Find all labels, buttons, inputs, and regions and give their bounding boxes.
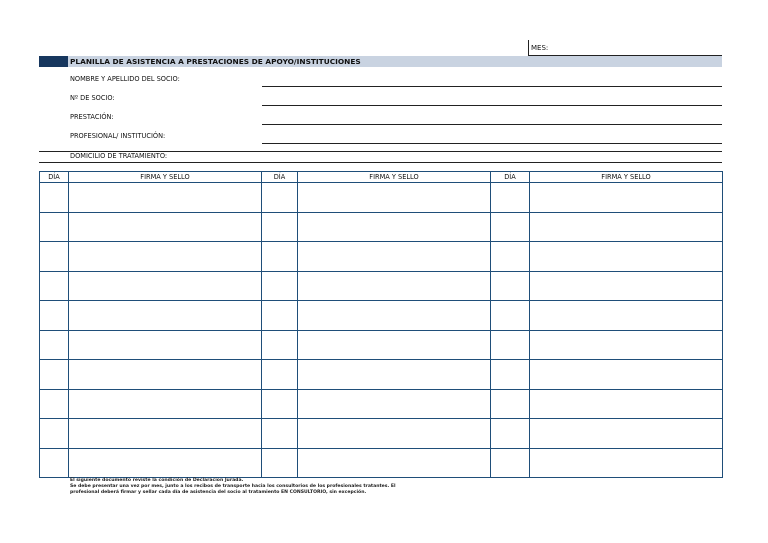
table-row <box>40 389 723 419</box>
dia-cell[interactable] <box>491 360 530 390</box>
firma-sello-cell[interactable] <box>69 242 262 272</box>
firma-sello-cell[interactable] <box>530 301 723 331</box>
firma-sello-cell[interactable] <box>298 419 491 449</box>
table-row <box>40 183 723 213</box>
form-title: PLANILLA DE ASISTENCIA A PRESTACIONES DE APOYO/INSTITUCIONES <box>70 57 361 66</box>
dia-cell[interactable] <box>40 212 69 242</box>
firma-sello-cell[interactable] <box>530 389 723 419</box>
table-row <box>40 448 723 478</box>
table-row <box>40 419 723 449</box>
field-line-profesional[interactable] <box>262 143 722 144</box>
dia-cell[interactable] <box>40 389 69 419</box>
dia-cell[interactable] <box>40 419 69 449</box>
firma-sello-cell[interactable] <box>298 183 491 213</box>
firma-sello-cell[interactable] <box>69 419 262 449</box>
firma-sello-cell[interactable] <box>530 183 723 213</box>
firma-sello-cell[interactable] <box>298 242 491 272</box>
table-row <box>40 360 723 390</box>
firma-sello-cell[interactable] <box>298 301 491 331</box>
field-line-nombre[interactable] <box>262 86 722 87</box>
table-body <box>40 183 723 478</box>
table-row <box>40 330 723 360</box>
firma-sello-cell[interactable] <box>530 419 723 449</box>
firma-sello-cell[interactable] <box>298 212 491 242</box>
dia-cell[interactable] <box>491 419 530 449</box>
column-header-firma: FIRMA Y SELLO <box>530 172 723 183</box>
dia-cell[interactable] <box>262 271 298 301</box>
footnote <box>70 478 490 496</box>
column-header-dia: DÍA <box>491 172 530 183</box>
firma-sello-cell[interactable] <box>69 360 262 390</box>
field-label-nombre: NOMBRE Y APELLIDO DEL SOCIO: <box>70 75 180 83</box>
dia-cell[interactable] <box>491 301 530 331</box>
firma-sello-cell[interactable] <box>69 330 262 360</box>
firma-sello-cell[interactable] <box>530 330 723 360</box>
table-row <box>40 242 723 272</box>
table-header-row <box>40 172 723 183</box>
dia-cell[interactable] <box>40 330 69 360</box>
dia-cell[interactable] <box>491 389 530 419</box>
dia-cell[interactable] <box>40 360 69 390</box>
firma-sello-cell[interactable] <box>298 271 491 301</box>
field-label-prestacion: PRESTACIÓN: <box>70 113 114 121</box>
dia-cell[interactable] <box>262 360 298 390</box>
dia-cell[interactable] <box>40 242 69 272</box>
firma-sello-cell[interactable] <box>69 271 262 301</box>
dia-cell[interactable] <box>262 389 298 419</box>
dia-cell[interactable] <box>491 242 530 272</box>
dia-cell[interactable] <box>262 183 298 213</box>
firma-sello-cell[interactable] <box>69 183 262 213</box>
dia-cell[interactable] <box>40 448 69 478</box>
table-row <box>40 271 723 301</box>
dia-cell[interactable] <box>262 419 298 449</box>
table-row <box>40 301 723 331</box>
firma-sello-cell[interactable] <box>69 389 262 419</box>
mes-label: MES: <box>531 44 549 52</box>
dia-cell[interactable] <box>40 183 69 213</box>
firma-sello-cell[interactable] <box>530 212 723 242</box>
field-label-profesional: PROFESIONAL/ INSTITUCIÓN: <box>70 132 166 140</box>
column-header-dia: DÍA <box>40 172 69 183</box>
firma-sello-cell[interactable] <box>69 212 262 242</box>
firma-sello-cell[interactable] <box>69 448 262 478</box>
dia-cell[interactable] <box>262 448 298 478</box>
title-accent <box>39 56 68 67</box>
dia-cell[interactable] <box>491 330 530 360</box>
field-line-numero-socio[interactable] <box>262 105 722 106</box>
firma-sello-cell[interactable] <box>298 448 491 478</box>
field-label-numero-socio: Nº DE SOCIO: <box>70 94 115 102</box>
dia-cell[interactable] <box>491 183 530 213</box>
firma-sello-cell[interactable] <box>530 271 723 301</box>
footnote-line: profesional deberá firmar y sellar cada día de asistencia del socio al tratamiento EN CONSULTORIO, sin excepción. <box>70 490 367 495</box>
firma-sello-cell[interactable] <box>69 301 262 331</box>
firma-sello-cell[interactable] <box>530 360 723 390</box>
firma-sello-cell[interactable] <box>530 242 723 272</box>
dia-cell[interactable] <box>262 330 298 360</box>
footnote-line: Se debe presentar una vez por mes, junto a los recibos de transporte hacia los consultorios de los profesionales tratantes. El <box>70 484 396 489</box>
field-label-domicilio: DOMICILIO DE TRATAMIENTO: <box>70 152 168 160</box>
firma-sello-cell[interactable] <box>530 448 723 478</box>
domicilio-input-line[interactable] <box>39 162 722 163</box>
dia-cell[interactable] <box>40 271 69 301</box>
mes-divider <box>528 40 529 56</box>
attendance-table <box>39 171 723 478</box>
column-header-dia: DÍA <box>262 172 298 183</box>
field-line-prestacion[interactable] <box>262 124 722 125</box>
footnote-line: El siguiente documento reviste la condición de Declaracion Jurada. <box>70 478 244 483</box>
dia-cell[interactable] <box>491 212 530 242</box>
firma-sello-cell[interactable] <box>298 330 491 360</box>
dia-cell[interactable] <box>262 212 298 242</box>
dia-cell[interactable] <box>262 242 298 272</box>
firma-sello-cell[interactable] <box>298 389 491 419</box>
table-row <box>40 212 723 242</box>
dia-cell[interactable] <box>491 271 530 301</box>
column-header-firma: FIRMA Y SELLO <box>298 172 491 183</box>
dia-cell[interactable] <box>491 448 530 478</box>
column-header-firma: FIRMA Y SELLO <box>69 172 262 183</box>
dia-cell[interactable] <box>40 301 69 331</box>
dia-cell[interactable] <box>262 301 298 331</box>
firma-sello-cell[interactable] <box>298 360 491 390</box>
